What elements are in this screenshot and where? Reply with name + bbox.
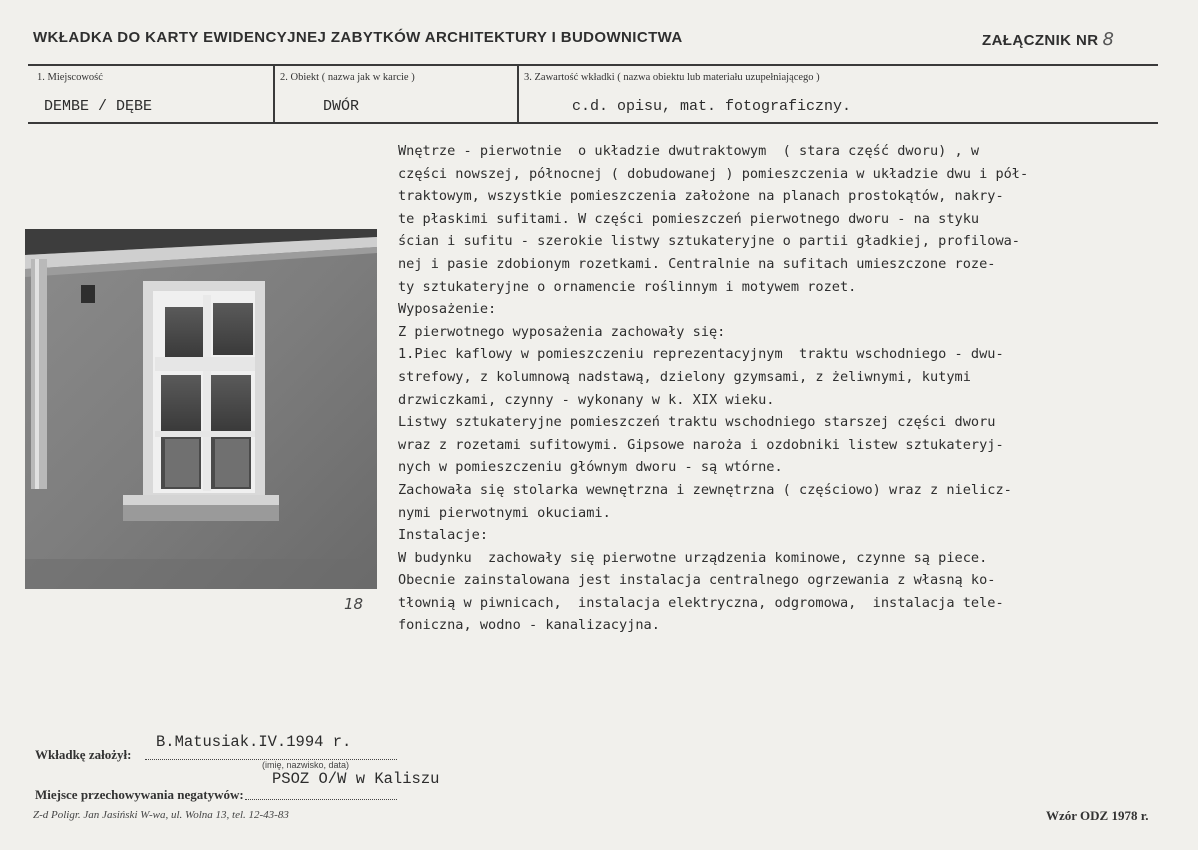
building-photo (25, 229, 377, 589)
annex-label (982, 29, 1114, 50)
annex-number: 8 (1102, 29, 1115, 50)
author-value: B.Matusiak.IV.1994 r. (156, 733, 352, 751)
negatives-label: Miejsce przechowywania negatywów: (35, 787, 244, 802)
bottom-rule (28, 122, 1158, 124)
locality-value: DEMBE / DĘBE (44, 98, 153, 115)
text-line: 1.Piec kaflowy w pomieszczeniu reprezentacyjnym traktu wschodniego - dwu- (398, 346, 1004, 363)
text-line: Wyposażenie: (398, 301, 497, 318)
text-line: drzwiczkami, czynny - wykonany w k. XIX wieku. (398, 391, 775, 408)
text-line: Z pierwotnego wyposażenia zachowały się: (398, 323, 726, 340)
divider-1 (273, 65, 275, 123)
content-label: 3. Zawartość wkładki ( nazwa obiektu lub materiału uzupełniającego ) (524, 72, 820, 83)
top-rule (28, 64, 1158, 66)
text-line: ścian i sufitu - szerokie listwy sztukateryjne o partii gładkiej, profilowa- (398, 233, 1020, 250)
object-label: 2. Obiekt ( nazwa jak w karcie ) (280, 72, 415, 83)
author-hint: (imię, nazwisko, data) (262, 760, 350, 770)
text-line: Wnętrze - pierwotnie o układzie dwutraktowym ( stara część dworu) , w (398, 143, 980, 159)
storage-value: PSOZ O/W w Kaliszu (272, 770, 440, 788)
description-text (398, 140, 1178, 637)
text-line: nej i pasie zdobionym rozetkami. Centralnie na sufitach umieszczone roze- (398, 255, 996, 272)
negatives-dotted-line (245, 799, 397, 800)
divider-2 (517, 65, 519, 123)
author-label: Wkładkę założył: (35, 747, 132, 762)
text-line: Zachowała się stolarka wewnętrzna i zewnętrzna ( częściowo) wraz z nielicz- (398, 481, 1012, 498)
form-title: WKŁADKA DO KARTY EWIDENCYJNEJ ZABYTKÓW ARCHITEKTURY I BUDOWNICTWA (33, 29, 683, 46)
printer-imprint: Z-d Poligr. Jan Jasiński W-wa, ul. Wolna 13, tel. 12-43-83 (33, 809, 289, 821)
text-line: nymi pierwotnymi okuciami. (398, 504, 611, 521)
text-line: traktowym, wszystkie pomieszczenia założone na planach prostokątów, nakry- (398, 188, 1004, 205)
text-line: Instalacje: (398, 527, 489, 544)
text-line: części nowszej, północnej ( dobudowanej ) pomieszczenia w układzie dwu i pół- (398, 165, 1029, 182)
text-line: Obecnie zainstalowana jest instalacja centralnego ogrzewania z własną ko- (398, 572, 996, 589)
locality-label: 1. Miejscowość (37, 72, 103, 83)
text-line: wraz z rozetami sufitowymi. Gipsowe naroża i ozdobniki listew sztukateryj- (398, 436, 1004, 453)
text-line: nych w pomieszczeniu głównym dworu - są wtórne. (398, 459, 783, 476)
text-line: Listwy sztukateryjne pomieszczeń traktu wschodniego starszej części dworu (398, 414, 996, 431)
text-line: te płaskimi sufitami. W części pomieszczeń pierwotnego dworu - na styku (398, 210, 980, 227)
object-value: DWÓR (323, 98, 360, 115)
text-line: tłownią w piwnicach, instalacja elektryczna, odgromowa, instalacja tele- (398, 594, 1004, 611)
content-value: c.d. opisu, mat. fotograficzny. (572, 98, 852, 115)
text-line: strefowy, z kolumnową nadstawą, dzielony gzymsami, z żeliwnymi, kutymi (398, 368, 971, 385)
text-line: foniczna, wodno - kanalizacyjna. (398, 617, 660, 634)
text-line: ty sztukateryjne o ornamencie roślinnym i motywem rozet. (398, 278, 857, 295)
annex-label-text: ZAŁĄCZNIK NR (982, 32, 1099, 49)
form-number: Wzór ODZ 1978 r. (1046, 808, 1149, 823)
photo-number: 18 (344, 595, 364, 613)
text-line: W budynku zachowały się pierwotne urządzenia kominowe, czynne są piece. (398, 549, 988, 566)
